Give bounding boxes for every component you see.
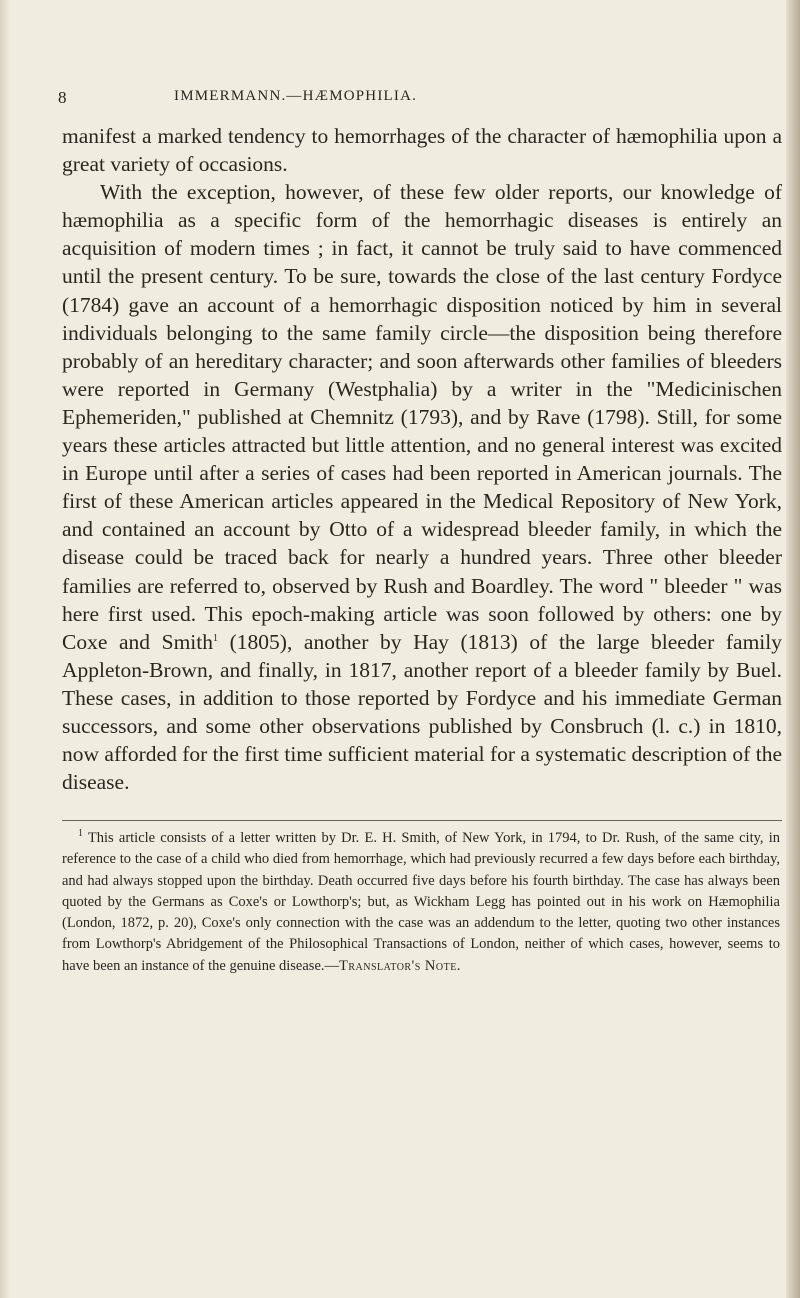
footnote <box>62 828 780 977</box>
footnote-marker: 1 <box>78 828 83 840</box>
page-gutter-shadow <box>0 0 10 1298</box>
footnote-text: This article consists of a letter written by Dr. E. H. Smith, of New York, in 1794, to Dr. Rush, of the same city, in reference to the case of a child who died from hemorrhage, which had previously recurred a few days before each birthday, and had always stopped upon the birthday. Death occurred five days before his fourth birthday. The case has always been quoted by the Germans as Coxe's or Lowthorp's; but, as Wickham Legg has pointed out in his work on Hæmophilia (London, 1872, p. 20), Coxe's only connection with the case was an addendum to the letter, quoting two other instances from Lowthorp's Abridgement of the Philosophical Transactions of London, neither of which cases, however, seems to have been an instance of the genuine disease.— <box>62 830 780 974</box>
paragraph-1: manifest a marked tendency to hemorrhages of the character of hæmophilia upon a great variety of occasions. <box>62 124 782 177</box>
translators-note-signature: Translator's Note. <box>339 957 461 974</box>
footnote-reference[interactable]: 1 <box>213 632 219 644</box>
paragraph-2-part-1: With the exception, however, of these few older reports, our knowledge of hæmophilia as a specific form of the hemorrhagic diseases is entirely an acquisition of modern times ; in fact, it cannot be truly said to have commenced until the present century. To be sure, towards the close of the last century Fordyce (1784) gave an account of a hemorrhagic disposition noticed by him in several individuals belonging to the same family circle—the disposition being therefore probably of an hereditary character; and soon afterwards other families of bleeders were reported in Germany (Westphalia) by a writer in the "Medicinischen Ephemeriden," published at Chemnitz (1793), and by Rave (1798). Still, for some years these articles attracted but little attention, and no general interest was excited in Europe until after a series of cases had been reported in American journals. The first of these American articles appeared in the Medical Repository of New York, and contained an account by Otto of a widespread bleeder family, in which the disease could be traced back for nearly a hundred years. Three other bleeder families are referred to, observed by Rush and Boardley. The word " bleeder " was here first used. This epoch-making article was soon followed by others: one by Coxe and Smith <box>62 180 782 654</box>
paragraph-2 <box>62 178 782 796</box>
paragraph-2-part-2: (1805), another by Hay (1813) of the large bleeder family Appleton-Brown, and finally, in 1817, another report of a bleeder family by Buel. These cases, in addition to those reported by Fordyce and his immediate German successors, and some other observations published by Consbruch (l. c.) in 1810, now afforded for the first time sufficient material for a systematic description of the disease. <box>62 629 782 795</box>
footnote-paragraph <box>62 828 780 977</box>
body-text <box>62 122 782 796</box>
footnote-rule <box>62 820 782 821</box>
running-head: IMMERMANN.—HÆMOPHILIA. <box>174 88 418 104</box>
page-number: 8 <box>58 88 68 107</box>
page-edge <box>786 0 800 1298</box>
